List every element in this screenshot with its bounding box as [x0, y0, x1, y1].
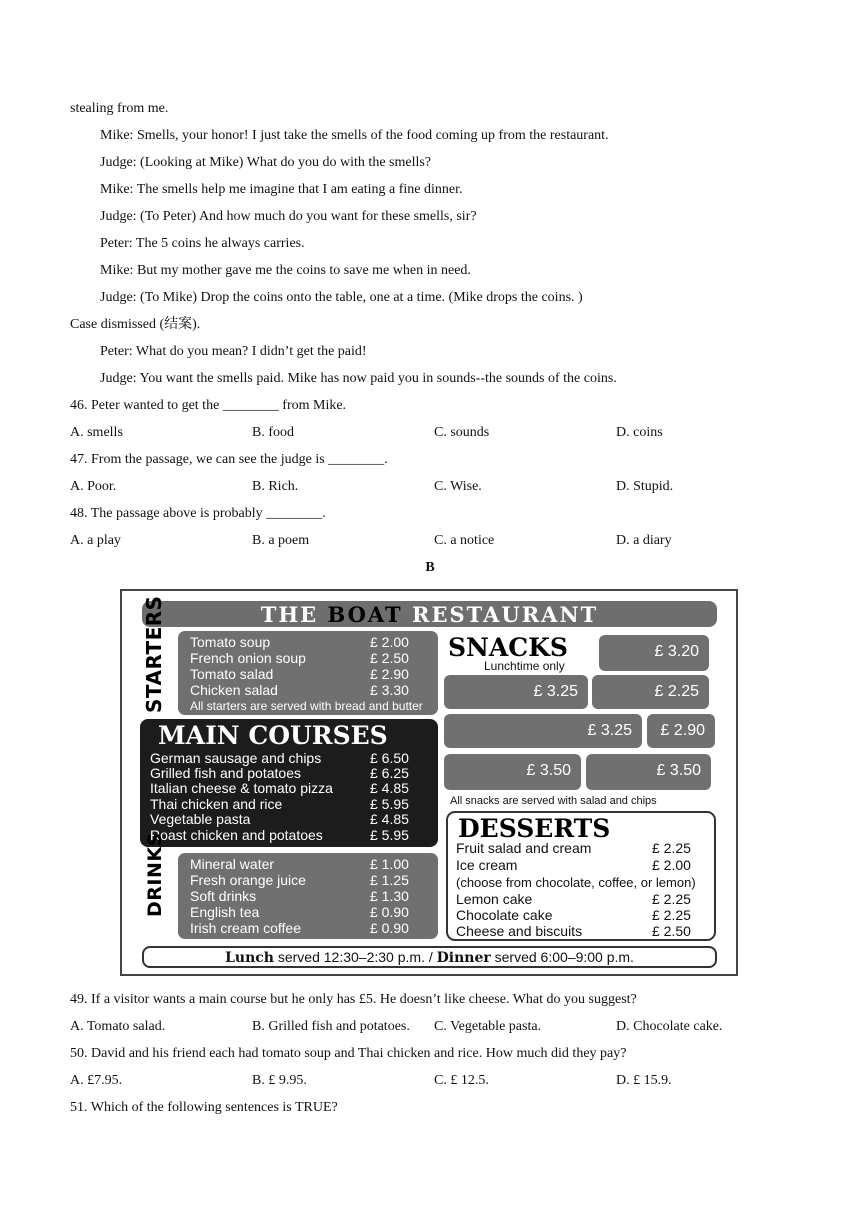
section-heading: B: [425, 560, 435, 575]
starter-item: Tomato salad: [190, 666, 274, 682]
main-item: Italian cheese & tomato pizza: [150, 780, 333, 796]
main-price: £ 5.95: [370, 796, 409, 812]
restaurant-menu: [120, 589, 738, 976]
drink-price: £ 1.30: [370, 888, 409, 904]
dessert-price: £ 2.25: [652, 907, 691, 923]
snack-tile: £ 2.25: [592, 675, 709, 709]
main-price: £ 6.25: [370, 765, 409, 781]
option: C. Wise.: [434, 479, 482, 494]
option: C. sounds: [434, 425, 490, 440]
snack-tile: £ 2.90: [647, 714, 715, 748]
desserts-title: DESSERTS: [458, 814, 611, 843]
passage-line: Mike: But my mother gave me the coins to save me when in need.: [100, 263, 471, 278]
drink-item: Irish cream coffee: [190, 920, 302, 936]
starter-price: £ 2.90: [370, 666, 409, 682]
drink-price: £ 1.00: [370, 856, 409, 872]
passage-line: Peter: The 5 coins he always carries.: [100, 236, 305, 251]
main-price: £ 5.95: [370, 827, 409, 843]
snack-tile: £ 3.50: [444, 754, 581, 790]
main-item: German sausage and chips: [150, 750, 322, 766]
dessert-price: £ 2.00: [652, 857, 691, 873]
drink-price: £ 1.25: [370, 872, 409, 888]
option: D. coins: [616, 425, 663, 440]
snack-tile: £ 3.20: [599, 635, 709, 671]
option: A. £7.95.: [70, 1073, 123, 1088]
option: D. £ 15.9.: [616, 1073, 672, 1088]
drink-item: English tea: [190, 904, 260, 920]
starter-price: £ 3.30: [370, 682, 409, 698]
dessert-item: Fruit salad and cream: [456, 840, 592, 856]
option: D. Stupid.: [616, 479, 674, 494]
drink-item: Fresh orange juice: [190, 872, 306, 888]
question-48: 48. The passage above is probably ________.: [70, 506, 326, 521]
passage-line: Judge: (To Peter) And how much do you want for these smells, sir?: [100, 209, 477, 224]
option: B. food: [252, 425, 294, 440]
snacks-title: SNACKS: [448, 633, 568, 662]
main-courses-title: MAIN COURSES: [158, 721, 388, 750]
dessert-item: Ice cream: [456, 857, 518, 873]
main-courses-box: [140, 719, 438, 847]
passage-line: Judge: You want the smells paid. Mike has now paid you in sounds--the sounds of the coins.: [100, 371, 617, 386]
drink-item: Mineral water: [190, 856, 275, 872]
starter-price: £ 2.50: [370, 650, 409, 666]
passage-line: Mike: Smells, your honor! I just take the smells of the food coming up from the restaurant.: [100, 128, 609, 143]
starters-box: [178, 631, 438, 715]
starter-item: Chicken salad: [190, 682, 278, 698]
option: B. Rich.: [252, 479, 299, 494]
option: D. Chocolate cake.: [616, 1019, 723, 1034]
drinks-label: DRINKS: [144, 832, 166, 917]
option: A. Tomato salad.: [70, 1019, 166, 1034]
dessert-price: £ 2.25: [652, 891, 691, 907]
option: B. £ 9.95.: [252, 1073, 307, 1088]
option: C. a notice: [434, 533, 495, 548]
dessert-item: Lemon cake: [456, 891, 533, 907]
menu-title: THE BOAT RESTAURANT: [142, 601, 717, 627]
main-item: Roast chicken and potatoes: [150, 827, 323, 843]
dessert-item: (choose from chocolate, coffee, or lemon): [456, 875, 696, 890]
starter-item: French onion soup: [190, 650, 306, 666]
option: B. a poem: [252, 533, 310, 548]
question-46: 46. Peter wanted to get the ________ from Mike.: [70, 398, 347, 413]
snack-tile: £ 3.50: [586, 754, 711, 790]
dessert-price: £ 2.25: [652, 840, 691, 856]
passage-line: Judge: (Looking at Mike) What do you do with the smells?: [100, 155, 432, 170]
option: A. Poor.: [70, 479, 117, 494]
option: A. a play: [70, 533, 121, 548]
starters-note: All starters are served with bread and butter: [190, 699, 423, 713]
question-47: 47. From the passage, we can see the judge is ________.: [70, 452, 388, 467]
option: C. £ 12.5.: [434, 1073, 489, 1088]
dessert-item: Chocolate cake: [456, 907, 553, 923]
desserts-box: [446, 811, 716, 941]
option: C. Vegetable pasta.: [434, 1019, 542, 1034]
question-51: 51. Which of the following sentences is TRUE?: [70, 1100, 338, 1115]
option: B. Grilled fish and potatoes.: [252, 1019, 410, 1034]
drinks-box: [178, 853, 438, 939]
main-price: £ 4.85: [370, 780, 409, 796]
option: A. smells: [70, 425, 123, 440]
snack-tile: £ 3.25: [444, 714, 642, 748]
main-price: £ 6.50: [370, 750, 409, 766]
dessert-item: Cheese and biscuits: [456, 923, 583, 939]
question-50: 50. David and his friend each had tomato soup and Thai chicken and rice. How much did they pay?: [70, 1046, 627, 1061]
starter-price: £ 2.00: [370, 634, 409, 650]
main-item: Thai chicken and rice: [150, 796, 283, 812]
starters-label: STARTERS: [142, 595, 166, 713]
drink-price: £ 0.90: [370, 904, 409, 920]
starter-item: Tomato soup: [190, 634, 271, 650]
dessert-price: £ 2.50: [652, 923, 691, 939]
snack-tile: £ 3.25: [444, 675, 588, 709]
passage-line: Judge: (To Mike) Drop the coins onto the table, one at a time. (Mike drops the coins. ): [100, 290, 583, 305]
passage-line: Case dismissed (结案).: [70, 317, 201, 332]
option: D. a diary: [616, 533, 672, 548]
main-item: Vegetable pasta: [150, 811, 251, 827]
snacks-note: All snacks are served with salad and chips: [450, 795, 657, 807]
snacks-subtitle: Lunchtime only: [484, 659, 565, 673]
opening-hours: Lunch served 12:30–2:30 p.m. / Dinner served 6:00–9:00 p.m.: [142, 946, 717, 968]
passage-line: Peter: What do you mean? I didn’t get the paid!: [100, 344, 367, 359]
passage-line: stealing from me.: [70, 101, 169, 116]
question-49: 49. If a visitor wants a main course but he only has £5. He doesn’t like cheese. What do you suggest?: [70, 992, 637, 1007]
drink-price: £ 0.90: [370, 920, 409, 936]
drink-item: Soft drinks: [190, 888, 257, 904]
passage-line: Mike: The smells help me imagine that I am eating a fine dinner.: [100, 182, 463, 197]
main-price: £ 4.85: [370, 811, 409, 827]
main-item: Grilled fish and potatoes: [150, 765, 301, 781]
